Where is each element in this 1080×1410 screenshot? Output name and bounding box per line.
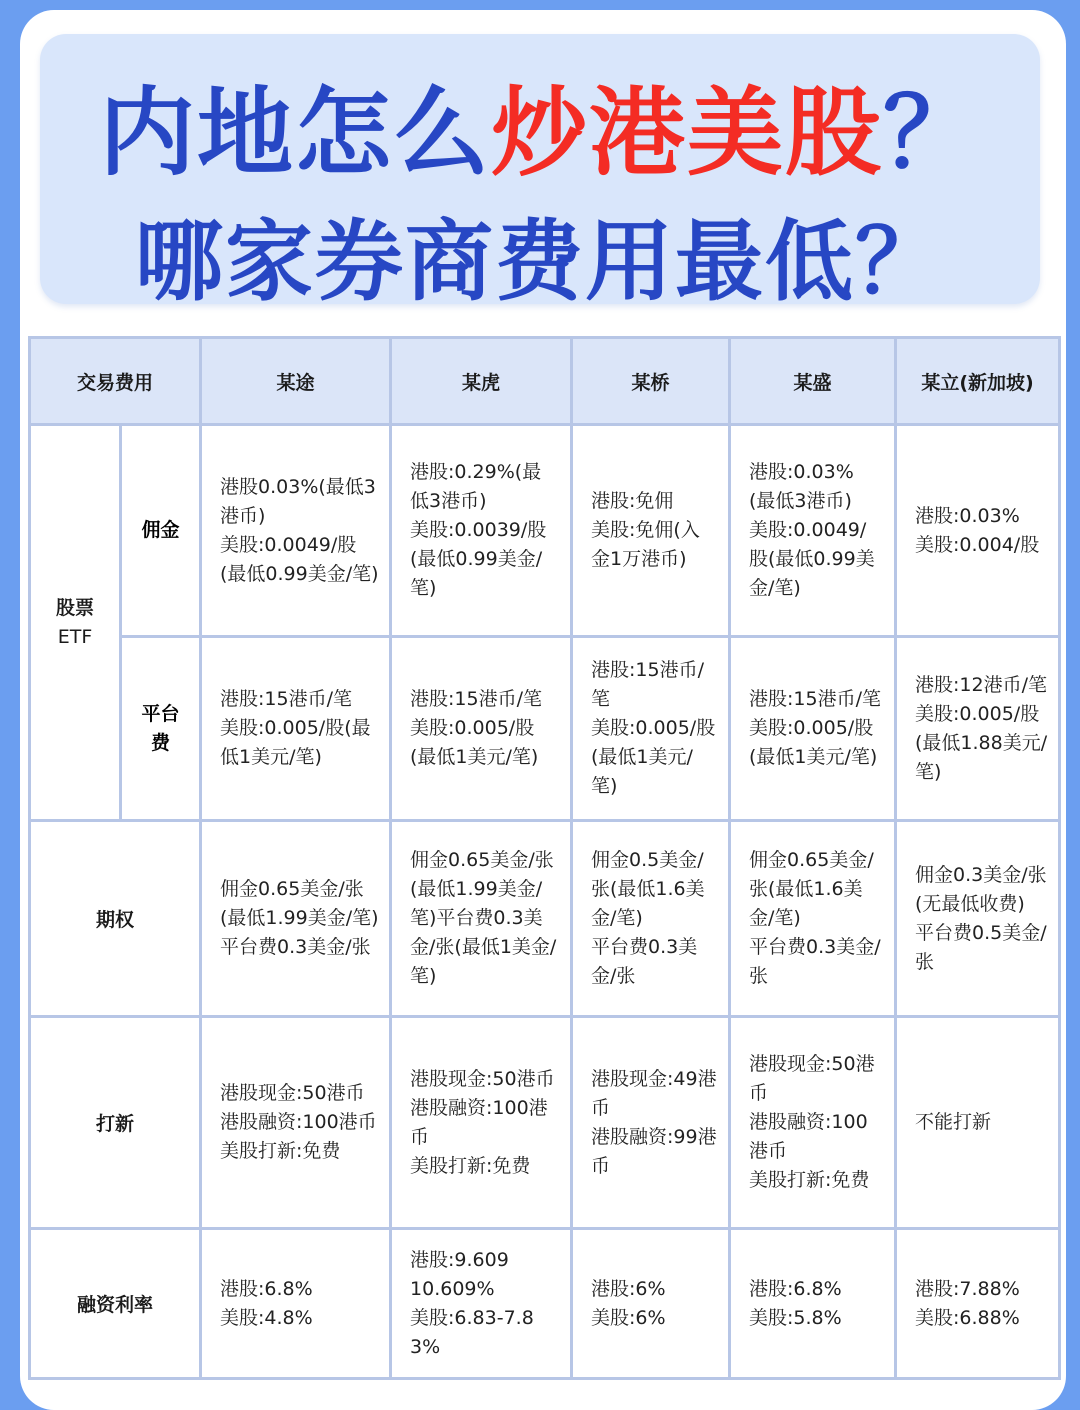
- options-label: 期权: [30, 821, 201, 1017]
- title-red-part: 炒港美股: [491, 77, 883, 189]
- header-broker-1: 某途: [201, 338, 391, 425]
- header-broker-4: 某盛: [730, 338, 896, 425]
- stocks-etf-label: [30, 425, 121, 821]
- options-cell: 佣金0.65美金/张(最低1.6美金/笔) 平台费0.3美金/张: [730, 821, 896, 1017]
- commission-cell: 港股:0.03% 美股:0.004/股: [896, 425, 1060, 637]
- header-broker-3: 某桥: [572, 338, 730, 425]
- etf-label: ETF: [57, 625, 93, 648]
- table-row-commission: [30, 425, 1060, 637]
- margin-rate-cell: 港股:6% 美股:6%: [572, 1229, 730, 1379]
- platform-fee-cell: 港股:15港币/笔 美股:0.005/股(最低1美元/笔): [572, 637, 730, 821]
- ipo-cell: 港股现金:49港币 港股融资:99港币: [572, 1017, 730, 1229]
- options-cell: 佣金0.65美金/张(最低1.99美金/笔)平台费0.3美金/张(最低1美金/笔): [391, 821, 572, 1017]
- margin-rate-cell: 港股:6.8% 美股:4.8%: [201, 1229, 391, 1379]
- ipo-cell: 港股现金:50港币 港股融资:100港币 美股打新:免费: [391, 1017, 572, 1229]
- platform-fee-cell: 港股:12港币/笔 美股:0.005/股(最低1.88美元/笔): [896, 637, 1060, 821]
- platform-fee-cell: 港股:15港币/笔 美股:0.005/股(最低1美元/笔): [391, 637, 572, 821]
- title-line-2: 哪家券商费用最低？: [134, 210, 945, 313]
- ipo-cell: 港股现金:50港币 港股融资:100港币 美股打新:免费: [730, 1017, 896, 1229]
- table-header-row: [30, 338, 1060, 425]
- platform-fee-cell: 港股:15港币/笔 美股:0.005/股(最低1美元/笔): [730, 637, 896, 821]
- commission-cell: 港股:0.29%(最低3港币) 美股:0.0039/股(最低0.99美金/笔): [391, 425, 572, 637]
- options-cell: 佣金0.3美金/张(无最低收费) 平台费0.5美金/张: [896, 821, 1060, 1017]
- commission-cell: 港股0.03%(最低3港币) 美股:0.0049/股(最低0.99美金/笔): [201, 425, 391, 637]
- title-banner: [40, 34, 1040, 313]
- table-row-ipo: [30, 1017, 1060, 1229]
- ipo-cell: 不能打新: [896, 1017, 1060, 1229]
- margin-rate-cell: 港股:9.609 10.609% 美股:6.83-7.83%: [391, 1229, 572, 1379]
- platform-fee-cell: 港股:15港币/笔 美股:0.005/股(最低1美元/笔): [201, 637, 391, 821]
- title-question-mark: ？: [883, 77, 981, 189]
- header-fee-type: 交易费用: [30, 338, 201, 425]
- margin-rate-label: 融资利率: [30, 1229, 201, 1379]
- commission-cell: 港股:0.03% (最低3港币) 美股:0.0049/股(最低0.99美金/笔): [730, 425, 896, 637]
- options-cell: 佣金0.5美金/张(最低1.6美金/笔) 平台费0.3美金/张: [572, 821, 730, 1017]
- header-broker-5: 某立(新加坡): [896, 338, 1060, 425]
- margin-rate-cell: 港股:7.88% 美股:6.88%: [896, 1229, 1060, 1379]
- ipo-label: 打新: [30, 1017, 201, 1229]
- stocks-label: 股票: [55, 596, 94, 619]
- ipo-cell: 港股现金:50港币港股融资:100港币美股打新:免费: [201, 1017, 391, 1229]
- table-row-platform-fee: [30, 637, 1060, 821]
- platform-fee-label: 平台 费: [121, 637, 201, 821]
- header-broker-2: 某虎: [391, 338, 572, 425]
- title-line-1: [40, 78, 1040, 188]
- table-row-options: [30, 821, 1060, 1017]
- fee-comparison-table: [28, 336, 1061, 1380]
- margin-rate-cell: 港股:6.8% 美股:5.8%: [730, 1229, 896, 1379]
- options-cell: 佣金0.65美金/张(最低1.99美金/笔) 平台费0.3美金/张: [201, 821, 391, 1017]
- title-blue-part: 内地怎么: [99, 77, 491, 189]
- commission-cell: 港股:免佣 美股:免佣(入金1万港币): [572, 425, 730, 637]
- commission-label: 佣金: [121, 425, 201, 637]
- table-row-margin-rate: [30, 1229, 1060, 1379]
